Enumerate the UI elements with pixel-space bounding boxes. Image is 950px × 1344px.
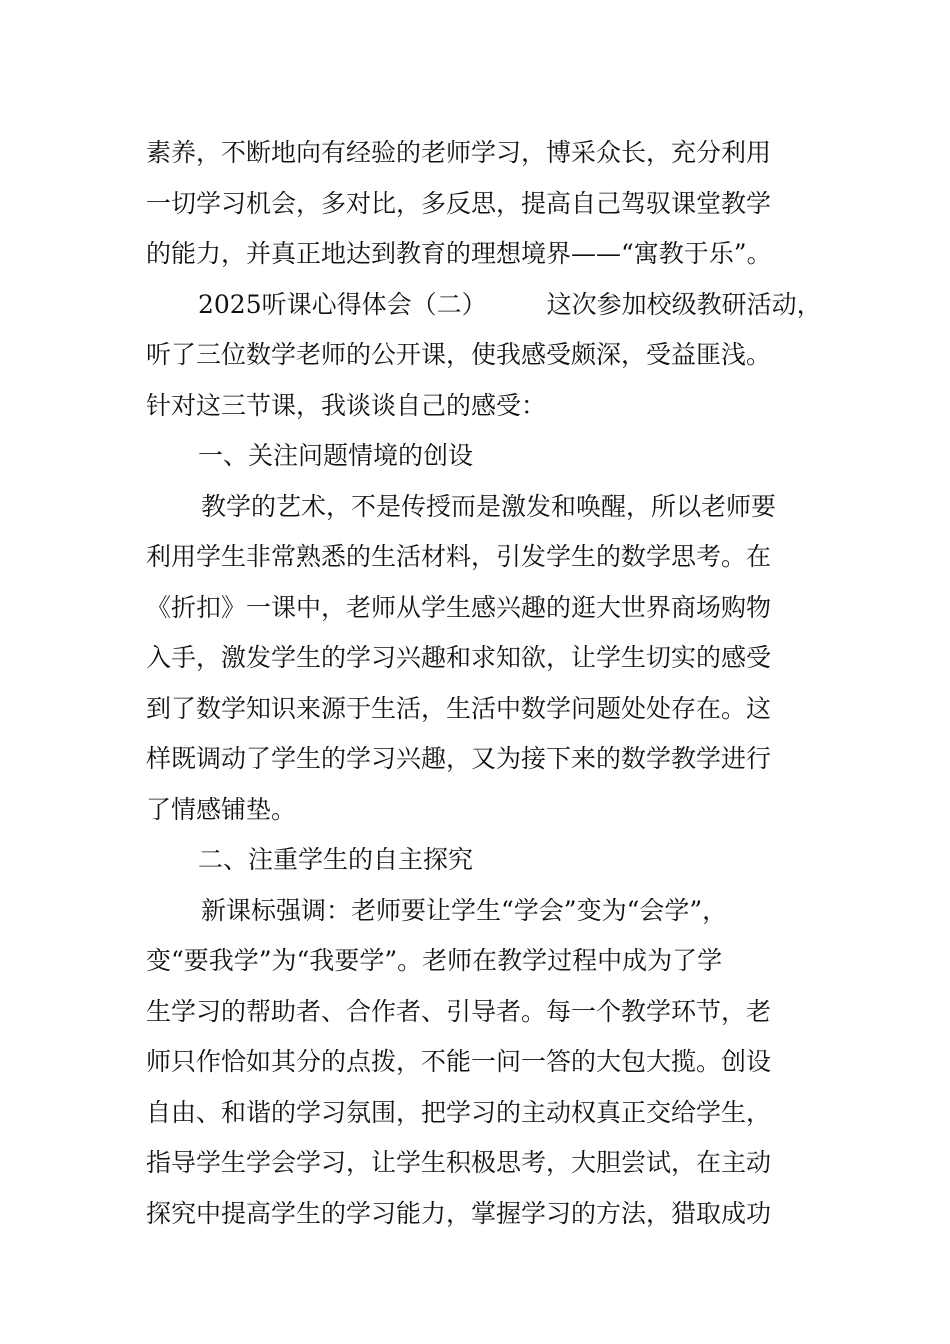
text-line: 的能力，并真正地达到教育的理想境界——“寓教于乐”。 — [146, 239, 772, 268]
section-heading: 一、关注问题情境的创设 — [198, 441, 474, 470]
text-line: 素养，不断地向有经验的老师学习，博采众长，充分利用 — [146, 138, 772, 167]
text-line: 一切学习机会，多对比，多反思，提高自己驾驭课堂教学 — [146, 188, 772, 218]
text-line: 听了三位数学老师的公开课，使我感受颇深，受益匪浅。 — [146, 340, 772, 369]
section-heading: 二、注重学生的自主探究 — [198, 845, 474, 874]
document-body — [146, 128, 826, 1239]
text-line: 了情感铺垫。 — [146, 794, 297, 824]
text-fragment: 这次参加校级教研活动， — [546, 289, 822, 319]
text-line: 新课标强调：老师要让学生“学会”变为“会学”， — [201, 895, 728, 925]
section-title-line — [146, 280, 826, 331]
text-line: 生学习的帮助者、合作者、引导者。每一个教学环节，老 — [146, 996, 772, 1026]
text-line: 利用学生非常熟悉的生活材料，引发学生的数学思考。在 — [146, 542, 772, 571]
text-line: 《折扣》一课中，老师从学生感兴趣的逛大世界商场购物 — [146, 592, 772, 622]
document-title: 2025听课心得体会（二） — [198, 289, 487, 319]
text-line: 教学的艺术，不是传授而是激发和唤醒，所以老师要 — [201, 491, 777, 521]
text-line: 自由、和谐的学习氛围，把学习的主动权真正交给学生， — [146, 1097, 772, 1127]
text-line: 指导学生学会学习，让学生积极思考，大胆尝试，在主动 — [146, 1148, 772, 1177]
text-line: 样既调动了学生的学习兴趣，又为接下来的数学教学进行 — [146, 744, 772, 773]
text-line: 到了数学知识来源于生活，生活中数学问题处处存在。这 — [146, 693, 772, 723]
text-line: 师只作恰如其分的点拨，不能一问一答的大包大揽。创设 — [146, 1047, 772, 1076]
text-line: 针对这三节课，我谈谈自己的感受： — [146, 390, 547, 420]
text-line: 变“要我学”为“我要学”。老师在教学过程中成为了学 — [146, 946, 723, 975]
text-line: 探究中提高学生的学习能力，掌握学习的方法，猎取成功 — [146, 1198, 772, 1228]
text-line: 入手，激发学生的学习兴趣和求知欲，让学生切实的感受 — [146, 643, 772, 672]
